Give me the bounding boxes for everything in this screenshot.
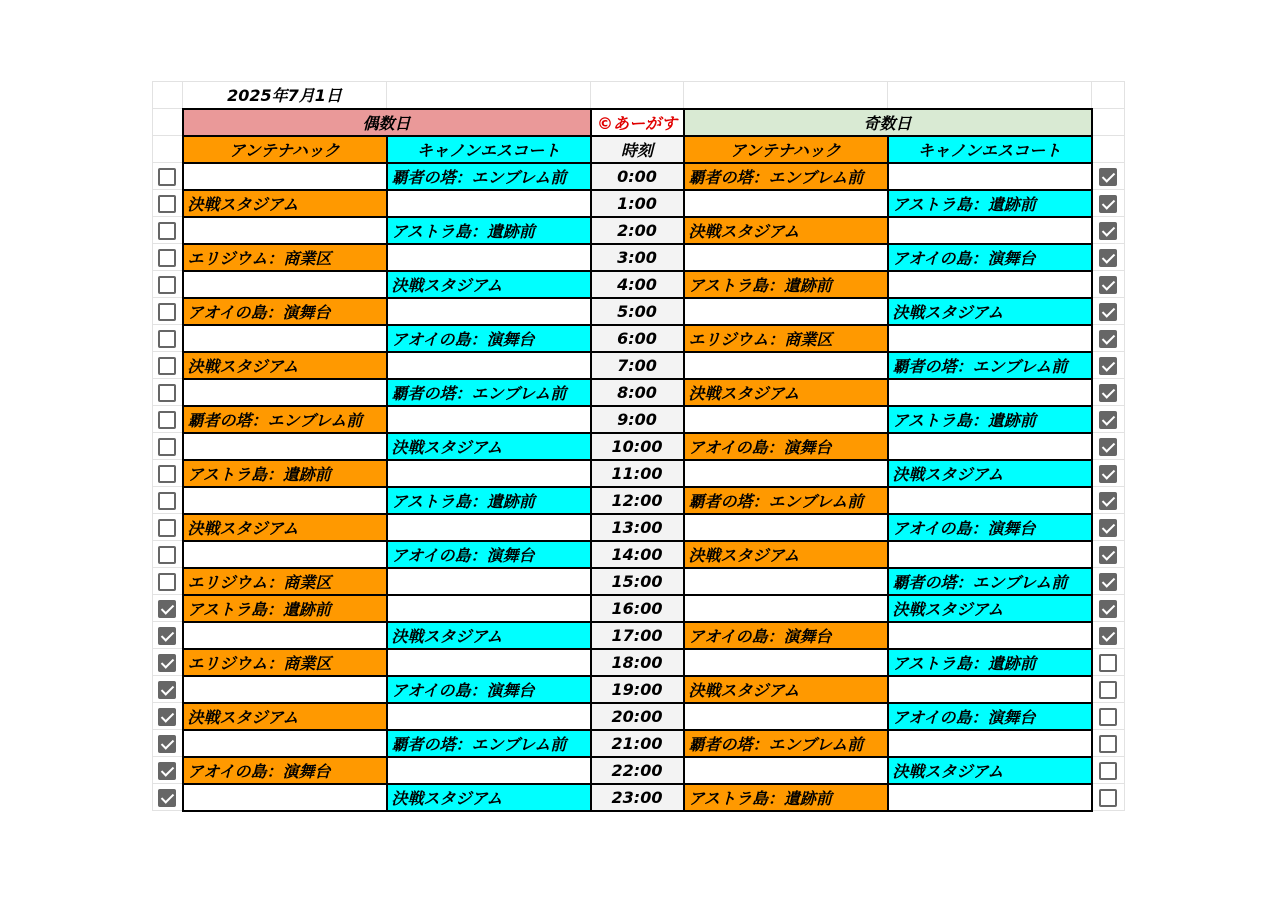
odd-checkbox[interactable] <box>1099 627 1117 645</box>
odd-checkbox-cell <box>1092 676 1125 703</box>
odd-antenna-cell <box>684 406 888 433</box>
even-checkbox[interactable] <box>158 330 176 348</box>
odd-antenna-cell: 決戦スタジアム <box>684 541 888 568</box>
schedule-row <box>153 406 1125 433</box>
schedule-table <box>152 81 1125 812</box>
schedule-row <box>153 163 1125 190</box>
odd-antenna-cell: アストラ島：遺跡前 <box>684 271 888 298</box>
even-antenna-cell <box>183 487 387 514</box>
odd-checkbox-cell <box>1092 460 1125 487</box>
time-cell: 3:00 <box>591 244 684 271</box>
even-checkbox[interactable] <box>158 384 176 402</box>
odd-checkbox[interactable] <box>1099 357 1117 375</box>
blank-cell <box>153 136 183 163</box>
time-cell: 6:00 <box>591 325 684 352</box>
even-antenna-cell <box>183 379 387 406</box>
schedule-row <box>153 217 1125 244</box>
time-cell: 4:00 <box>591 271 684 298</box>
odd-checkbox[interactable] <box>1099 735 1117 753</box>
odd-checkbox[interactable] <box>1099 681 1117 699</box>
odd-checkbox-cell <box>1092 595 1125 622</box>
time-header: 時刻 <box>591 136 684 163</box>
blank-cell <box>387 82 591 109</box>
odd-checkbox[interactable] <box>1099 519 1117 537</box>
odd-checkbox-cell <box>1092 568 1125 595</box>
odd-checkbox-cell <box>1092 514 1125 541</box>
odd-antenna-cell: 覇者の塔：エンブレム前 <box>684 487 888 514</box>
odd-checkbox-cell <box>1092 325 1125 352</box>
even-antenna-cell <box>183 730 387 757</box>
odd-antenna-cell <box>684 595 888 622</box>
even-antenna-cell: 覇者の塔：エンブレム前 <box>183 406 387 433</box>
odd-canon-cell <box>888 730 1092 757</box>
even-checkbox-cell <box>153 163 183 190</box>
odd-canon-cell <box>888 379 1092 406</box>
odd-checkbox-cell <box>1092 730 1125 757</box>
odd-checkbox-cell <box>1092 298 1125 325</box>
odd-antenna-cell: 決戦スタジアム <box>684 676 888 703</box>
odd-checkbox-cell <box>1092 406 1125 433</box>
odd-canon-cell <box>888 271 1092 298</box>
even-antenna-cell: アオイの島：演舞台 <box>183 298 387 325</box>
even-canon-cell: 覇者の塔：エンブレム前 <box>387 730 591 757</box>
even-checkbox-cell <box>153 271 183 298</box>
odd-canon-cell: アオイの島：演舞台 <box>888 244 1092 271</box>
odd-checkbox-cell <box>1092 487 1125 514</box>
time-cell: 0:00 <box>591 163 684 190</box>
odd-checkbox-cell <box>1092 379 1125 406</box>
schedule-row <box>153 784 1125 811</box>
even-checkbox-cell <box>153 325 183 352</box>
odd-checkbox-cell <box>1092 622 1125 649</box>
odd-checkbox[interactable] <box>1099 411 1117 429</box>
even-checkbox-cell <box>153 379 183 406</box>
even-checkbox[interactable] <box>158 654 176 672</box>
even-antenna-cell: エリジウム：商業区 <box>183 649 387 676</box>
odd-antenna-cell <box>684 568 888 595</box>
time-cell: 2:00 <box>591 217 684 244</box>
schedule-row <box>153 352 1125 379</box>
odd-canon-cell: アストラ島：遺跡前 <box>888 406 1092 433</box>
even-checkbox[interactable] <box>158 438 176 456</box>
credit-label: ©あーがす <box>591 109 684 136</box>
time-cell: 21:00 <box>591 730 684 757</box>
odd-checkbox[interactable] <box>1099 492 1117 510</box>
time-cell: 5:00 <box>591 298 684 325</box>
even-checkbox[interactable] <box>158 276 176 294</box>
odd-checkbox[interactable] <box>1099 249 1117 267</box>
even-checkbox-cell <box>153 757 183 784</box>
odd-checkbox-cell <box>1092 433 1125 460</box>
even-canon-cell: 決戦スタジアム <box>387 622 591 649</box>
odd-antenna-cell: アストラ島：遺跡前 <box>684 784 888 811</box>
even-antenna-cell <box>183 541 387 568</box>
even-canon-cell: 決戦スタジアム <box>387 433 591 460</box>
schedule-row <box>153 379 1125 406</box>
even-checkbox[interactable] <box>158 465 176 483</box>
blank-cell <box>1092 82 1125 109</box>
odd-antenna-cell <box>684 190 888 217</box>
even-canon-cell: アオイの島：演舞台 <box>387 325 591 352</box>
odd-antenna-cell <box>684 460 888 487</box>
odd-canon-cell: アオイの島：演舞台 <box>888 514 1092 541</box>
even-canon-cell <box>387 460 591 487</box>
blank-cell <box>1092 136 1125 163</box>
odd-antenna-cell: 決戦スタジアム <box>684 379 888 406</box>
time-cell: 17:00 <box>591 622 684 649</box>
even-checkbox[interactable] <box>158 708 176 726</box>
even-checkbox-cell <box>153 730 183 757</box>
even-day-header: 偶数日 <box>183 109 591 136</box>
odd-canon-header: キャノンエスコート <box>888 136 1092 163</box>
even-canon-cell <box>387 595 591 622</box>
blank-cell <box>888 82 1092 109</box>
even-checkbox-cell <box>153 217 183 244</box>
even-checkbox-cell <box>153 649 183 676</box>
even-checkbox-cell <box>153 244 183 271</box>
odd-checkbox-cell <box>1092 757 1125 784</box>
even-checkbox[interactable] <box>158 789 176 807</box>
even-checkbox-cell <box>153 298 183 325</box>
even-checkbox-cell <box>153 568 183 595</box>
odd-antenna-cell: エリジウム：商業区 <box>684 325 888 352</box>
schedule-sheet <box>152 81 1124 823</box>
schedule-row <box>153 325 1125 352</box>
even-checkbox[interactable] <box>158 627 176 645</box>
even-canon-cell: 決戦スタジアム <box>387 271 591 298</box>
schedule-row <box>153 460 1125 487</box>
odd-checkbox[interactable] <box>1099 168 1117 186</box>
odd-checkbox[interactable] <box>1099 762 1117 780</box>
time-cell: 8:00 <box>591 379 684 406</box>
even-checkbox-cell <box>153 676 183 703</box>
even-antenna-cell: 決戦スタジアム <box>183 514 387 541</box>
even-canon-cell <box>387 703 591 730</box>
odd-canon-cell: 決戦スタジアム <box>888 595 1092 622</box>
even-checkbox-cell <box>153 784 183 811</box>
schedule-row <box>153 595 1125 622</box>
even-canon-cell <box>387 568 591 595</box>
odd-antenna-cell: アオイの島：演舞台 <box>684 622 888 649</box>
even-canon-cell: 覇者の塔：エンブレム前 <box>387 163 591 190</box>
even-canon-cell <box>387 352 591 379</box>
even-checkbox[interactable] <box>158 411 176 429</box>
odd-canon-cell <box>888 487 1092 514</box>
odd-checkbox[interactable] <box>1099 654 1117 672</box>
odd-antenna-cell: 決戦スタジアム <box>684 217 888 244</box>
odd-checkbox[interactable] <box>1099 222 1117 240</box>
schedule-row <box>153 487 1125 514</box>
even-checkbox-cell <box>153 541 183 568</box>
even-antenna-cell: 決戦スタジアム <box>183 703 387 730</box>
even-antenna-cell: アストラ島：遺跡前 <box>183 595 387 622</box>
even-antenna-cell <box>183 433 387 460</box>
odd-canon-cell: 覇者の塔：エンブレム前 <box>888 568 1092 595</box>
odd-checkbox[interactable] <box>1099 708 1117 726</box>
odd-canon-cell <box>888 217 1092 244</box>
time-cell: 12:00 <box>591 487 684 514</box>
odd-antenna-cell: アオイの島：演舞台 <box>684 433 888 460</box>
even-antenna-cell <box>183 622 387 649</box>
time-cell: 14:00 <box>591 541 684 568</box>
even-checkbox-cell <box>153 190 183 217</box>
even-checkbox[interactable] <box>158 762 176 780</box>
odd-canon-cell <box>888 325 1092 352</box>
schedule-row <box>153 298 1125 325</box>
even-checkbox[interactable] <box>158 546 176 564</box>
even-canon-cell: アストラ島：遺跡前 <box>387 487 591 514</box>
even-antenna-cell: 決戦スタジアム <box>183 352 387 379</box>
even-checkbox[interactable] <box>158 357 176 375</box>
even-canon-cell <box>387 649 591 676</box>
odd-antenna-cell: 覇者の塔：エンブレム前 <box>684 730 888 757</box>
schedule-row <box>153 514 1125 541</box>
odd-checkbox-cell <box>1092 784 1125 811</box>
even-checkbox[interactable] <box>158 303 176 321</box>
odd-checkbox[interactable] <box>1099 573 1117 591</box>
even-checkbox[interactable] <box>158 249 176 267</box>
time-cell: 9:00 <box>591 406 684 433</box>
even-canon-cell: アオイの島：演舞台 <box>387 676 591 703</box>
time-cell: 1:00 <box>591 190 684 217</box>
odd-canon-cell <box>888 784 1092 811</box>
odd-canon-cell: 決戦スタジアム <box>888 757 1092 784</box>
time-cell: 15:00 <box>591 568 684 595</box>
odd-checkbox[interactable] <box>1099 330 1117 348</box>
odd-checkbox-cell <box>1092 271 1125 298</box>
blank-cell <box>153 109 183 136</box>
odd-day-header: 奇数日 <box>684 109 1092 136</box>
odd-checkbox[interactable] <box>1099 465 1117 483</box>
even-antenna-cell: エリジウム：商業区 <box>183 244 387 271</box>
even-checkbox-cell <box>153 460 183 487</box>
time-cell: 7:00 <box>591 352 684 379</box>
odd-antenna-header: アンテナハック <box>684 136 888 163</box>
blank-cell <box>153 82 183 109</box>
even-antenna-cell: エリジウム：商業区 <box>183 568 387 595</box>
even-canon-cell <box>387 514 591 541</box>
schedule-row <box>153 649 1125 676</box>
even-checkbox[interactable] <box>158 519 176 537</box>
schedule-row <box>153 541 1125 568</box>
odd-canon-cell: アストラ島：遺跡前 <box>888 649 1092 676</box>
even-canon-header: キャノンエスコート <box>387 136 591 163</box>
odd-canon-cell <box>888 622 1092 649</box>
time-cell: 18:00 <box>591 649 684 676</box>
odd-checkbox[interactable] <box>1099 303 1117 321</box>
time-cell: 23:00 <box>591 784 684 811</box>
odd-checkbox[interactable] <box>1099 195 1117 213</box>
schedule-row <box>153 568 1125 595</box>
odd-checkbox-cell <box>1092 703 1125 730</box>
odd-checkbox[interactable] <box>1099 438 1117 456</box>
odd-canon-cell <box>888 163 1092 190</box>
even-checkbox[interactable] <box>158 492 176 510</box>
odd-checkbox-cell <box>1092 244 1125 271</box>
even-checkbox-cell <box>153 595 183 622</box>
time-cell: 19:00 <box>591 676 684 703</box>
even-checkbox-cell <box>153 514 183 541</box>
schedule-row <box>153 622 1125 649</box>
even-checkbox[interactable] <box>158 735 176 753</box>
even-checkbox-cell <box>153 406 183 433</box>
odd-canon-cell <box>888 541 1092 568</box>
even-antenna-cell: 決戦スタジアム <box>183 190 387 217</box>
date-label: 2025年7月1日 <box>183 82 387 109</box>
odd-canon-cell: アストラ島：遺跡前 <box>888 190 1092 217</box>
blank-cell <box>591 82 684 109</box>
odd-canon-cell: 決戦スタジアム <box>888 298 1092 325</box>
even-canon-cell: 決戦スタジアム <box>387 784 591 811</box>
schedule-row <box>153 730 1125 757</box>
even-checkbox-cell <box>153 352 183 379</box>
even-canon-cell: アオイの島：演舞台 <box>387 541 591 568</box>
odd-antenna-cell <box>684 298 888 325</box>
even-canon-cell <box>387 298 591 325</box>
blank-cell <box>1092 109 1125 136</box>
odd-checkbox[interactable] <box>1099 789 1117 807</box>
odd-checkbox[interactable] <box>1099 600 1117 618</box>
even-checkbox-cell <box>153 622 183 649</box>
schedule-row <box>153 271 1125 298</box>
odd-checkbox-cell <box>1092 649 1125 676</box>
even-checkbox[interactable] <box>158 681 176 699</box>
time-cell: 20:00 <box>591 703 684 730</box>
even-antenna-cell: アストラ島：遺跡前 <box>183 460 387 487</box>
schedule-row <box>153 190 1125 217</box>
even-antenna-cell <box>183 271 387 298</box>
even-checkbox-cell <box>153 487 183 514</box>
odd-antenna-cell <box>684 352 888 379</box>
schedule-row <box>153 676 1125 703</box>
even-antenna-cell: アオイの島：演舞台 <box>183 757 387 784</box>
even-checkbox-cell <box>153 433 183 460</box>
blank-cell <box>684 82 888 109</box>
odd-checkbox-cell <box>1092 190 1125 217</box>
odd-antenna-cell <box>684 514 888 541</box>
odd-checkbox[interactable] <box>1099 546 1117 564</box>
even-antenna-cell <box>183 784 387 811</box>
even-checkbox[interactable] <box>158 195 176 213</box>
time-cell: 22:00 <box>591 757 684 784</box>
time-cell: 11:00 <box>591 460 684 487</box>
time-cell: 10:00 <box>591 433 684 460</box>
even-antenna-cell <box>183 217 387 244</box>
odd-canon-cell: 覇者の塔：エンブレム前 <box>888 352 1092 379</box>
odd-checkbox-cell <box>1092 217 1125 244</box>
odd-checkbox-cell <box>1092 352 1125 379</box>
odd-antenna-cell <box>684 244 888 271</box>
even-canon-cell <box>387 757 591 784</box>
odd-canon-cell: アオイの島：演舞台 <box>888 703 1092 730</box>
even-checkbox[interactable] <box>158 168 176 186</box>
time-cell: 13:00 <box>591 514 684 541</box>
even-checkbox-cell <box>153 703 183 730</box>
schedule-row <box>153 703 1125 730</box>
odd-antenna-cell <box>684 757 888 784</box>
schedule-row <box>153 433 1125 460</box>
odd-antenna-cell <box>684 649 888 676</box>
even-canon-cell <box>387 406 591 433</box>
even-canon-cell: 覇者の塔：エンブレム前 <box>387 379 591 406</box>
even-antenna-header: アンテナハック <box>183 136 387 163</box>
even-checkbox[interactable] <box>158 600 176 618</box>
odd-canon-cell <box>888 433 1092 460</box>
even-antenna-cell <box>183 325 387 352</box>
odd-antenna-cell: 覇者の塔：エンブレム前 <box>684 163 888 190</box>
even-antenna-cell <box>183 163 387 190</box>
odd-antenna-cell <box>684 703 888 730</box>
odd-checkbox[interactable] <box>1099 384 1117 402</box>
even-canon-cell <box>387 244 591 271</box>
odd-checkbox-cell <box>1092 541 1125 568</box>
even-canon-cell <box>387 190 591 217</box>
schedule-row <box>153 244 1125 271</box>
even-canon-cell: アストラ島：遺跡前 <box>387 217 591 244</box>
odd-canon-cell <box>888 676 1092 703</box>
even-antenna-cell <box>183 676 387 703</box>
even-checkbox[interactable] <box>158 222 176 240</box>
odd-canon-cell: 決戦スタジアム <box>888 460 1092 487</box>
odd-checkbox-cell <box>1092 163 1125 190</box>
odd-checkbox[interactable] <box>1099 276 1117 294</box>
time-cell: 16:00 <box>591 595 684 622</box>
even-checkbox[interactable] <box>158 573 176 591</box>
schedule-row <box>153 757 1125 784</box>
